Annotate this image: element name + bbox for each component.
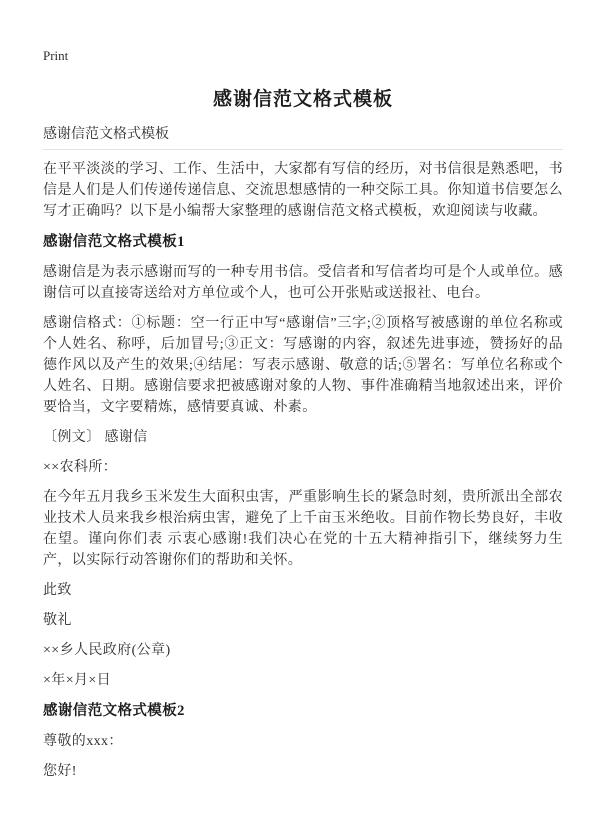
example-label: 〔例文〕 感谢信 — [43, 430, 148, 445]
page-subtitle: 感谢信范文格式模板 — [43, 126, 563, 150]
greeting-hello-line: 您好! — [43, 764, 77, 779]
closing-cizhi-line: 此致 — [43, 583, 72, 598]
intro-paragraph: 在平平淡淡的学习、工作、生活中，大家都有写信的经历，对书信很是熟悉吧，书信是人们是人们传递传递信息、交流思想感情的一种交际工具。你知道书信要怎么写才正确吗？以下是小编帮大家整理的感谢信范文格式模板，欢迎阅读与收藏。 — [43, 162, 563, 219]
letter-format-paragraph: 感谢信格式：①标题：空一行正中写“感谢信”三字;②顶格写被感谢的单位名称或个人姓名、称呼，后加冒号;③正文：写感谢的内容，叙述先进事迹，赞扬好的品德作风以及产生的效果;④结尾：写表示感谢、敬意的话;⑤署名：写单位名称或个人姓名、日期。感谢信要求把被感谢对象的人物、事件准确精当地叙述出来，评价要恰当，文字要精炼，感情要真诚、朴素。 — [43, 316, 563, 415]
closing-jingli-line: 敬礼 — [43, 613, 72, 628]
salutation-line: ××农科所： — [43, 460, 118, 475]
date-line: ×年×月×日 — [43, 673, 112, 688]
print-link[interactable]: Print — [43, 48, 69, 63]
page-title: 感谢信范文格式模板 — [212, 89, 393, 110]
letter-body-paragraph: 在今年五月我乡玉米发生大面积虫害，严重影响生长的紧急时刻，贵所派出全部农业技术人员来我乡根治病虫害，避免了上千亩玉米绝收。目前作物长势良好，丰收在望。谨向你们表 示衷心感谢!我们决心在党的十五大精神指引下，继续努力生产，以实际行动答谢你们的帮助和关怀。 — [43, 490, 563, 568]
signature-line: ××乡人民政府(公章) — [43, 643, 171, 658]
letter-definition-paragraph: 感谢信是为表示感谢而写的一种专用书信。受信者和写信者均可是个人或单位。感谢信可以直接寄送给对方单位或个人，也可公开张贴或送报社、电台。 — [43, 265, 563, 301]
section-1-heading: 感谢信范文格式模板1 — [43, 234, 185, 250]
section-2-heading: 感谢信范文格式模板2 — [43, 703, 185, 719]
document-body — [43, 159, 563, 782]
greeting-salutation-line: 尊敬的xxx： — [43, 734, 123, 749]
